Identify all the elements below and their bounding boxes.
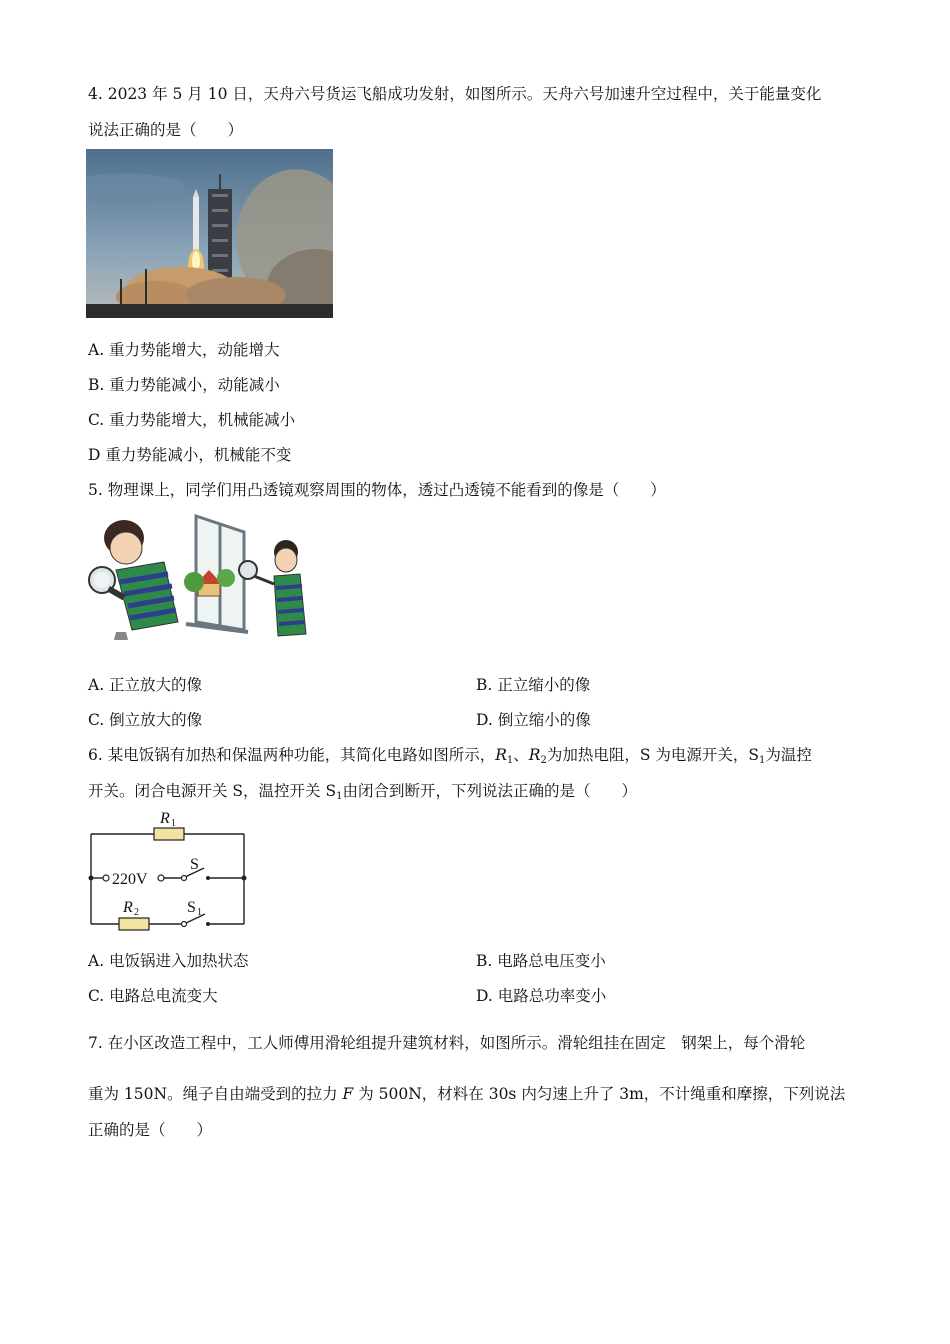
q6-stem-line1: 6. 某电饭锅有加热和保温两种功能，其简化电路如图所示，$R_1$、$R_2$为加热电阻，S 为电源开关，$S_1$为温控 [88,746,812,766]
switch-s1-label: S [187,899,196,916]
q6-stem-line2: 开关。闭合电源开关 S，温控开关 $S_1$由闭合到断开，下列说法正确的是（ ） [88,782,637,802]
switch-s1-sub: 1 [197,907,202,918]
q4-stem-line2: 说法正确的是（ ） [88,121,244,139]
r1-label: R [160,810,170,827]
q4-option-a: A. 重力势能增大，动能增大 [88,341,280,359]
circuit-diagram [86,810,248,932]
rocket-launch-photo [86,149,333,318]
q7-stem-line2: 重为 150N。绳子自由端受到的拉力 F 为 500N，材料在 30s 内匀速上升了 3m，不计绳重和摩擦，下列说法 [88,1085,846,1103]
switch-s-label: S [190,856,199,873]
q6-option-b: B. 电路总电压变小 [476,952,606,970]
q5-stem: 5. 物理课上，同学们用凸透镜观察周围的物体，透过凸透镜不能看到的像是（ ） [88,481,666,499]
q6-option-d: D. 电路总功率变小 [476,987,607,1005]
q7-stem-line3: 正确的是（ ） [88,1121,213,1139]
q4-stem-line1: 4. 2023 年 5 月 10 日，天舟六号货运飞船成功发射，如图所示。天舟六号加速升空过程中，关于能量变化 [88,85,822,103]
q5-option-b: B. 正立缩小的像 [476,676,591,694]
r1-sub: 1 [171,818,176,829]
voltage-label: 220V [112,871,148,888]
q6-option-c: C. 电路总电流变大 [88,987,218,1005]
q7-stem-line1: 7. 在小区改造工程中，工人师傅用滑轮组提升建筑材料，如图所示。滑轮组挂在固定 钢架上，每个滑轮 [88,1034,806,1052]
q6-option-a: A. 电饭锅进入加热状态 [88,952,249,970]
q4-option-b: B. 重力势能减小，动能减小 [88,376,280,394]
q5-option-c: C. 倒立放大的像 [88,711,203,729]
q4-option-d: D 重力势能减小，机械能不变 [88,446,292,464]
magnifier-illustration [86,512,316,640]
q4-option-c: C. 重力势能增大，机械能减小 [88,411,296,429]
q5-option-d: D. 倒立缩小的像 [476,711,591,729]
r2-sub: 2 [134,907,139,918]
r2-label: R [123,899,133,916]
q5-option-a: A. 正立放大的像 [88,676,203,694]
